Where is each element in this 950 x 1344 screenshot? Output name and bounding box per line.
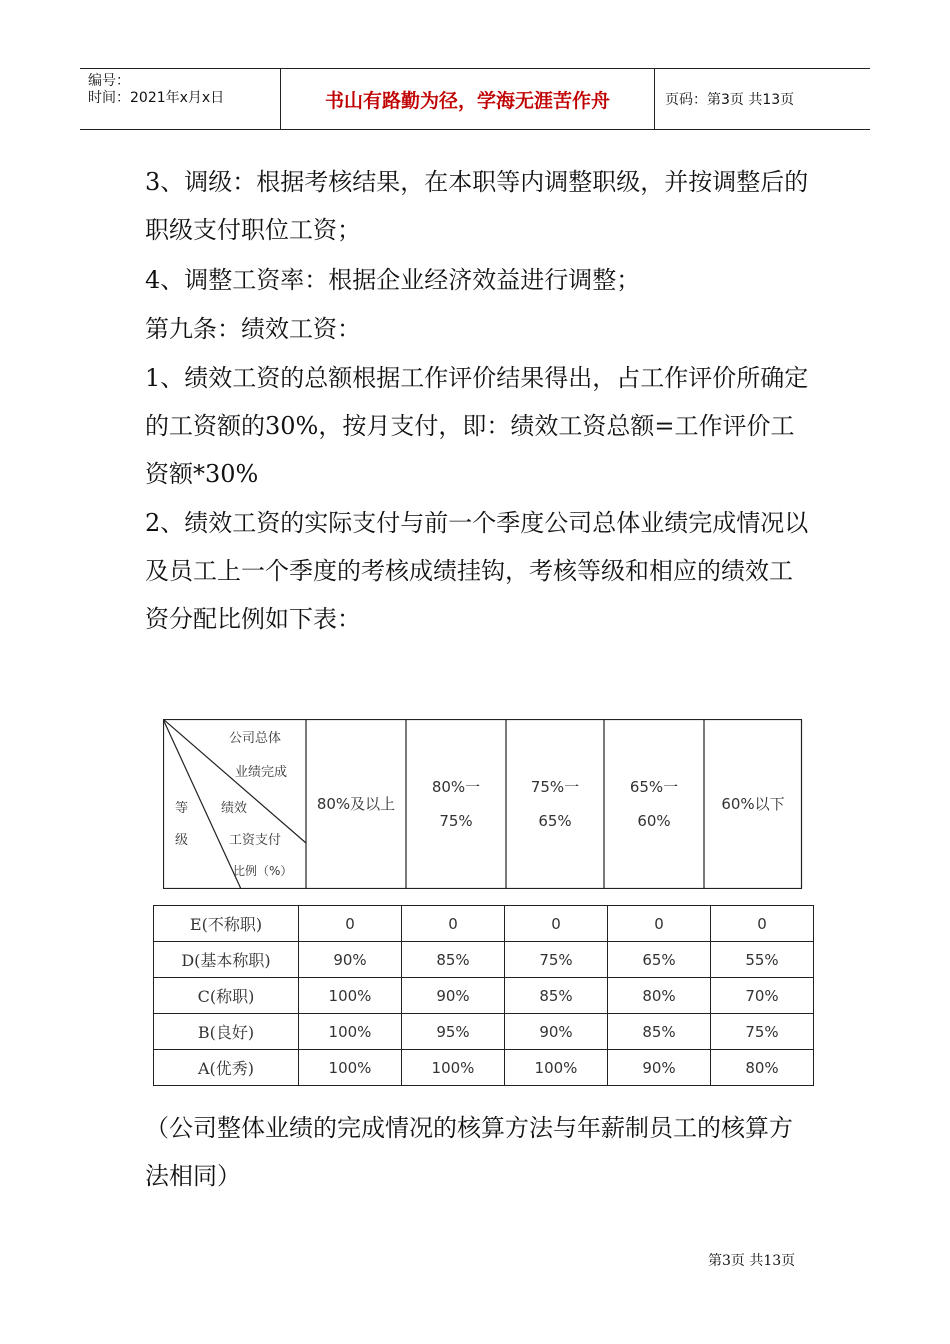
table-header	[163, 719, 803, 889]
corner-grade-line1: 等	[175, 801, 189, 816]
column-header-label: 60%	[637, 812, 671, 830]
number-label: 编号：	[88, 73, 130, 89]
grade-cell: A(优秀)	[154, 1050, 299, 1086]
value-cell: 100%	[299, 978, 402, 1014]
column-header-80-75	[406, 719, 506, 889]
paragraph-article-nine: 第九条：绩效工资：	[145, 315, 361, 343]
paragraph-note: （公司整体业绩的完成情况的核算方法与年薪制员工的核算方法相同）	[145, 1114, 793, 1190]
column-header-label: 80%及以上	[316, 795, 396, 813]
value-cell: 85%	[402, 942, 505, 978]
value-cell: 0	[711, 906, 814, 942]
paragraph-adjust-level: 3、调级：根据考核结果，在本职等内调整职级，并按调整后的职级支付职位工资；	[145, 168, 809, 244]
value-cell: 100%	[299, 1050, 402, 1086]
page-footer: 第3页 共13页	[708, 1253, 796, 1269]
value-cell: 0	[402, 906, 505, 942]
corner-grade-line2: 级	[175, 833, 189, 848]
header-motto: 书山有路勤为径，学海无涯苦作舟	[281, 69, 655, 129]
value-cell: 0	[299, 906, 402, 942]
value-cell: 0	[505, 906, 608, 942]
column-header-label: 80%一	[431, 778, 481, 796]
table-row	[154, 1014, 814, 1050]
time-label: 时间：2021年x月x日	[88, 90, 225, 106]
value-cell: 85%	[505, 978, 608, 1014]
column-header-label: 75%一	[530, 778, 580, 796]
column-header-label: 60%以下	[721, 795, 785, 813]
corner-perf-line3: 比例（%）	[233, 864, 293, 878]
value-cell: 80%	[608, 978, 711, 1014]
column-header-80-above	[306, 719, 406, 889]
value-cell: 90%	[505, 1014, 608, 1050]
table-row	[154, 906, 814, 942]
grade-cell: B(良好)	[154, 1014, 299, 1050]
paragraph-adjust-rate: 4、调整工资率：根据企业经济效益进行调整；	[145, 266, 641, 294]
value-cell: 75%	[711, 1014, 814, 1050]
column-header-65-60	[604, 719, 704, 889]
corner-perf-line1: 绩效	[221, 801, 248, 816]
value-cell: 100%	[299, 1014, 402, 1050]
value-cell: 100%	[505, 1050, 608, 1086]
corner-company-line1: 公司总体	[229, 731, 282, 746]
table-row	[154, 978, 814, 1014]
value-cell: 95%	[402, 1014, 505, 1050]
value-cell: 65%	[608, 942, 711, 978]
column-header-label: 65%一	[629, 778, 679, 796]
value-cell: 80%	[711, 1050, 814, 1086]
grade-table	[153, 905, 814, 1086]
value-cell: 0	[608, 906, 711, 942]
grade-cell: E(不称职)	[154, 906, 299, 942]
value-cell: 85%	[608, 1014, 711, 1050]
value-cell: 90%	[402, 978, 505, 1014]
table-row	[154, 1050, 814, 1086]
corner-perf-line2: 工资支付	[229, 833, 282, 848]
header-meta	[80, 69, 281, 129]
value-cell: 55%	[711, 942, 814, 978]
page-header	[80, 68, 870, 130]
value-cell: 90%	[608, 1050, 711, 1086]
corner-company-line2: 业绩完成	[235, 765, 288, 780]
value-cell: 100%	[402, 1050, 505, 1086]
value-cell: 70%	[711, 978, 814, 1014]
value-cell: 75%	[505, 942, 608, 978]
column-header-label: 75%	[439, 812, 473, 830]
grade-cell: D(基本称职)	[154, 942, 299, 978]
paragraph-perf-total: 1、绩效工资的总额根据工作评价结果得出，占工作评价所确定的工资额的30%，按月支付，即：绩效工资总额=工作评价工资额*30%	[145, 364, 809, 488]
column-header-75-65	[506, 719, 604, 889]
column-header-label: 65%	[538, 812, 572, 830]
table-row	[154, 942, 814, 978]
value-cell: 90%	[299, 942, 402, 978]
header-page-info: 页码：第3页 共13页	[665, 92, 795, 108]
paragraph-perf-payment: 2、绩效工资的实际支付与前一个季度公司总体业绩完成情况以及员工上一个季度的考核成绩挂钩，考核等级和相应的绩效工资分配比例如下表：	[145, 509, 809, 633]
grade-cell: C(称职)	[154, 978, 299, 1014]
column-header-60-below	[704, 719, 802, 889]
